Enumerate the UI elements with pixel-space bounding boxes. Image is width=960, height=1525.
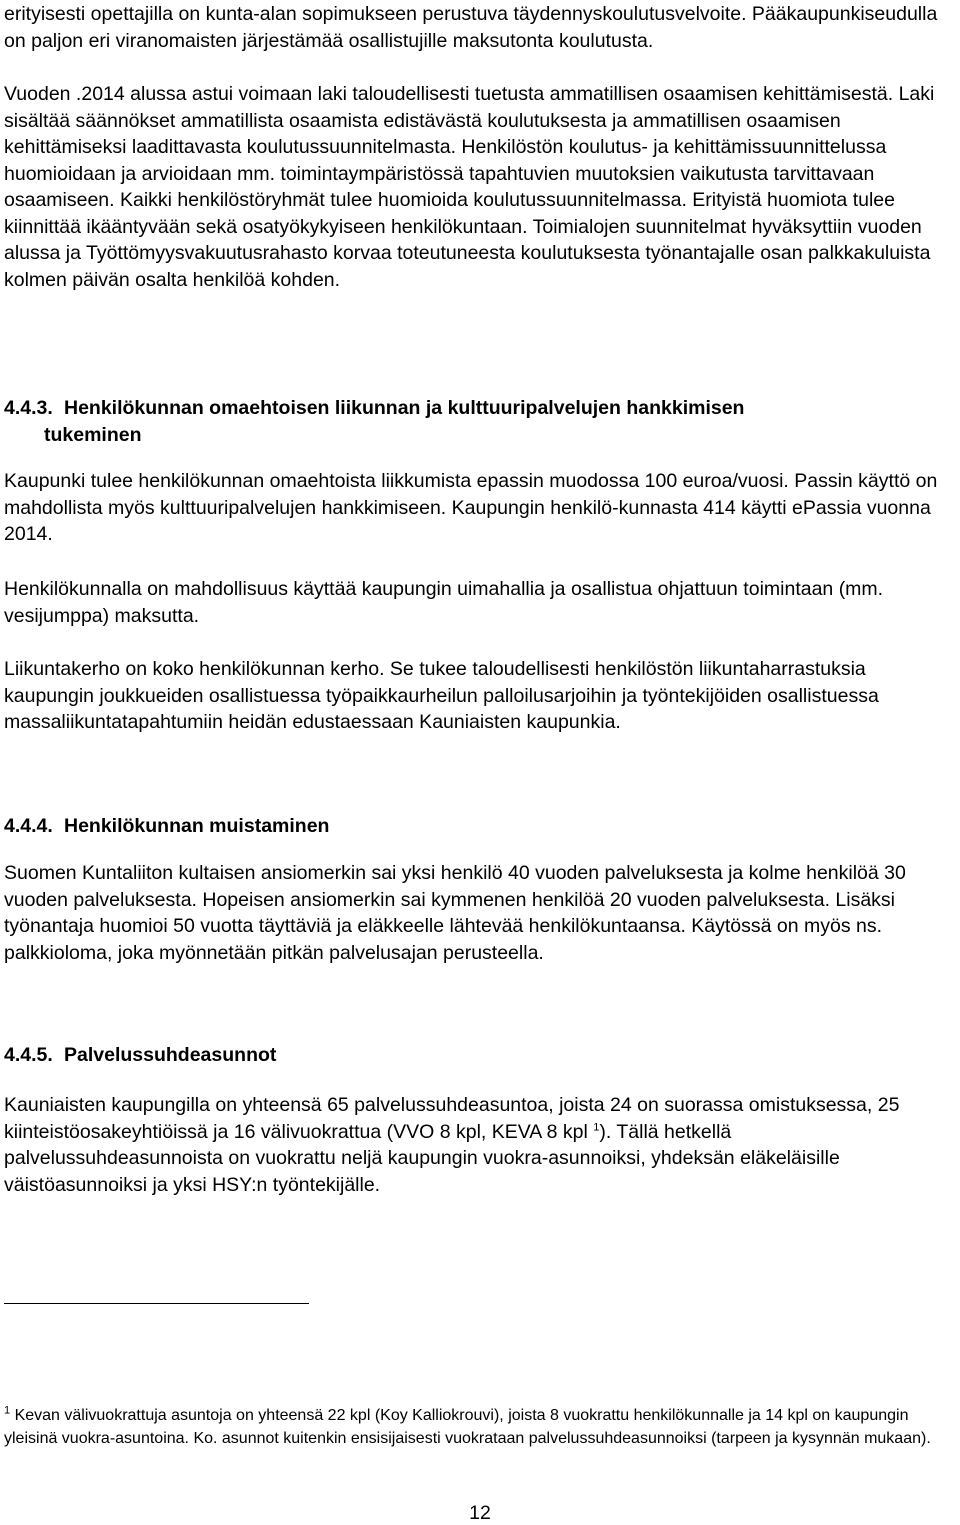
paragraph-uimahalli: Henkilökunnalla on mahdollisuus käyttää kaupungin uimahallia ja osallistua ohjattuun toimintaan (mm. vesijumppa) maksutta. — [4, 578, 884, 627]
paragraph-law: Vuoden .2014 alussa astui voimaan laki taloudellisesti tuetusta ammatillisen osaamisen kehittämisestä. Laki sisältää säännökset ammatillista osaamista edistävästä koulutuksesta ja ammatillisen osaamisen kehittämiseksi laadittavasta koulutussuunnitelmasta. Henkilöstön koulutus- ja kehittämissuunnittelussa huomioidaan ja arvioidaan mm. toimintaympäristössä tapahtuvien muutoksien vaikutusta tarvittavaan osaamiseen. Kaikki henkilöstöryhmät tulee huomioida koulutussuunnitelmassa. Erityistä huomiota tulee kiinnittää ikääntyvään sekä osatyökykyiseen henkilökuntaan. Toimialojen suunnitelmat hyväksyttiin vuoden alussa ja Työttömyysvakuutusrahasto korvaa toteutuneesta koulutuksesta työnantajalle osan palkkakuluista kolmen päivän osalta henkilöä kohden. — [4, 83, 935, 291]
page-number: 12 — [469, 1502, 491, 1524]
section-number: 4.4.5. — [4, 1044, 53, 1066]
paragraph-muistaminen: Suomen Kuntaliiton kultaisen ansiomerkin sai yksi henkilö 40 vuoden palveluksesta ja kolme henkilöä 30 vuoden palveluksesta. Hopeisen ansiomerkin sai kymmenen henkilöä 20 vuoden palveluksesta. Lisäksi työnantaja huomioi 50 vuotta täyttäviä ja eläkkeelle lähtevää henkilökuntaansa. Käytössä on myös ns. palkkioloma, joka myönnetään pitkän palvelusajan perusteella. — [4, 862, 906, 964]
section-number: 4.4.4. — [4, 815, 53, 837]
footnote — [4, 1404, 954, 1450]
section-heading-4-4-3 — [4, 395, 954, 448]
section-number: 4.4.3. — [4, 397, 53, 419]
section-heading-4-4-5 — [4, 1042, 954, 1069]
paragraph-text-continued: ). Tällä hetkellä palvelussuhdeasunnoista on vuokrattu neljä kaupungin vuokra-asunnoiksi, yhdeksän eläkeläisille väistöasunnoiksi ja yksi HSY:n työntekijälle. — [4, 1120, 840, 1196]
footnote-text: Kevan välivuokrattuja asuntoja on yhteensä 22 kpl (Koy Kalliokrouvi), joista 8 vuokrattu henkilökunnalle ja 14 kpl on kaupungin yleisinä vuokra-asuntoina. Ko. asunnot kuitenkin ensisijaisesti vuokrataan palvelussuhdeasunnoiksi (tarpeen ja kysynnän mukaan). — [4, 1407, 931, 1447]
paragraph-asunnot — [4, 1092, 954, 1198]
section-title: Henkilökunnan omaehtoisen liikunnan ja kulttuuripalvelujen hankkimisen — [64, 397, 745, 419]
paragraph-intro: erityisesti opettajilla on kunta-alan sopimukseen perustuva täydennyskoulutusvelvoite. Pääkaupunkiseudulla on paljon eri viranomaisten järjestämää osallistujille maksutonta koulutusta. — [4, 3, 938, 52]
section-title: Henkilökunnan muistaminen — [64, 815, 330, 837]
paragraph-text: Kauniaisten kaupungilla on yhteensä 65 palvelussuhdeasuntoa, joista 24 on suorassa omistuksessa, 25 kiinteistöosakeyhtiöissä ja 16 välivuokrattua (VVO 8 kpl, KEVA 8 kpl — [4, 1094, 900, 1143]
section-title-continuation: tukeminen — [44, 423, 142, 446]
footnote-reference[interactable]: 1 — [593, 1121, 600, 1133]
footnote-marker: 1 — [4, 1404, 11, 1417]
paragraph-epassi: Kaupunki tulee henkilökunnan omaehtoista liikkumista epassin muodossa 100 euroa/vuosi. Passin käyttö on mahdollista myös kulttuuripalvelujen hankkimiseen. Kaupungin henkilö-kunnasta 414 käytti ePassia vuonna 2014. — [4, 470, 938, 545]
section-heading-4-4-4 — [4, 813, 954, 840]
section-title: Palvelussuhdeasunnot — [64, 1044, 277, 1066]
paragraph-liikuntakerho: Liikuntakerho on koko henkilökunnan kerho. Se tukee taloudellisesti henkilöstön liikuntaharrastuksia kaupungin joukkueiden osallistuessa työpaikkaurheilun palloilusarjoihin ja työntekijöiden osallistuessa massaliikuntatapahtumiin heidän edustaessaan Kauniaisten kaupunkia. — [4, 658, 879, 733]
footnote-separator — [4, 1303, 309, 1304]
